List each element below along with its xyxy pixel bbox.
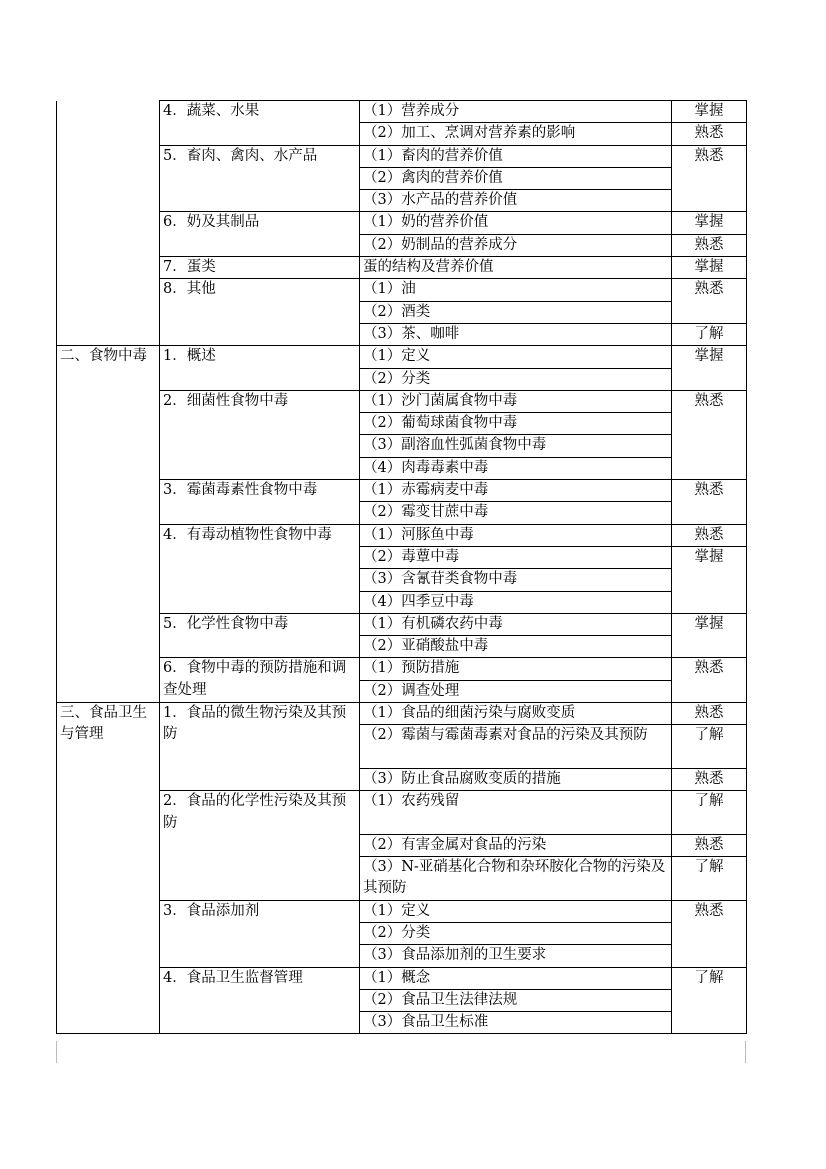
table-row	[57, 524, 747, 546]
item-cell: （4）四季豆中毒	[360, 591, 672, 613]
table-row	[57, 703, 747, 725]
topic-cell: 6．奶及其制品	[160, 212, 360, 257]
table-row	[57, 346, 747, 368]
item-cell: （1）赤霉病麦中毒	[360, 480, 672, 502]
item-cell: （1）河豚鱼中毒	[360, 524, 672, 546]
item-cell: （2）奶制品的营养成分	[360, 234, 672, 256]
item-cell: （1）农药残留	[360, 791, 672, 835]
topic-cell: 2．食品的化学性污染及其预防	[160, 791, 360, 900]
category-cell: 二、食物中毒	[57, 346, 160, 703]
item-cell: （2）分类	[360, 368, 672, 390]
item-cell: （2）禽肉的营养价值	[360, 167, 672, 189]
item-cell: （3）食品添加剂的卫生要求	[360, 945, 672, 967]
table-row	[57, 212, 747, 234]
item-cell: （2）亚硝酸盐中毒	[360, 636, 672, 658]
item-cell: （3）含氰苷类食物中毒	[360, 569, 672, 591]
table-continuation-line	[56, 1041, 57, 1063]
table-row	[57, 145, 747, 167]
topic-cell: 1．概述	[160, 346, 360, 391]
topic-cell: 1．食品的微生物污染及其预防	[160, 703, 360, 791]
level-cell: 了解	[672, 791, 747, 835]
table-continuation-line	[745, 1041, 746, 1063]
item-cell: （3）防止食品腐败变质的措施	[360, 768, 672, 790]
table-row	[57, 791, 747, 835]
level-cell: 熟悉	[672, 234, 747, 256]
topic-cell: 4．蔬菜、水果	[160, 101, 360, 146]
item-cell: （2）分类	[360, 922, 672, 944]
item-cell: （2）加工、烹调对营养素的影响	[360, 123, 672, 145]
level-cell: 了解	[672, 725, 747, 769]
table-row	[57, 257, 747, 279]
topic-cell: 5．畜肉、禽肉、水产品	[160, 145, 360, 212]
item-cell: （1）概念	[360, 967, 672, 989]
level-cell: 了解	[672, 967, 747, 1034]
level-cell: 掌握	[672, 212, 747, 234]
item-cell: （2）葡萄球菌食物中毒	[360, 413, 672, 435]
level-cell: 掌握	[672, 257, 747, 279]
topic-cell: 4．食品卫生监督管理	[160, 967, 360, 1034]
item-cell: （2）有害金属对食品的污染	[360, 834, 672, 856]
level-cell: 熟悉	[672, 390, 747, 479]
table-row	[57, 613, 747, 635]
item-cell: （3）副溶血性弧菌食物中毒	[360, 435, 672, 457]
table-row	[57, 480, 747, 502]
level-cell: 熟悉	[672, 524, 747, 546]
item-cell: （1）定义	[360, 900, 672, 922]
item-cell: （1）沙门菌属食物中毒	[360, 390, 672, 412]
item-cell: （2）食品卫生法律法规	[360, 989, 672, 1011]
syllabus-table	[56, 100, 747, 1034]
level-cell: 熟悉	[672, 900, 747, 967]
item-cell: （3）食品卫生标准	[360, 1012, 672, 1034]
level-cell: 熟悉	[672, 658, 747, 703]
item-cell: （1）定义	[360, 346, 672, 368]
level-cell: 熟悉	[672, 768, 747, 790]
level-cell: 熟悉	[672, 123, 747, 145]
item-cell: （1）食品的细菌污染与腐败变质	[360, 703, 672, 725]
level-cell: 掌握	[672, 101, 747, 123]
item-cell: （3）茶、咖啡	[360, 323, 672, 345]
item-cell: （2）酒类	[360, 301, 672, 323]
level-cell: 掌握	[672, 346, 747, 391]
table-row	[57, 967, 747, 989]
item-cell: （1）畜肉的营养价值	[360, 145, 672, 167]
item-cell: （1）奶的营养价值	[360, 212, 672, 234]
item-cell: 蛋的结构及营养价值	[360, 257, 672, 279]
item-cell: （3）N-亚硝基化合物和杂环胺化合物的污染及其预防	[360, 857, 672, 901]
table-row	[57, 279, 747, 301]
level-cell: 了解	[672, 323, 747, 345]
level-cell: 熟悉	[672, 145, 747, 212]
topic-cell: 3．霉菌毒素性食物中毒	[160, 480, 360, 525]
item-cell: （2）霉变甘蔗中毒	[360, 502, 672, 524]
level-cell: 了解	[672, 857, 747, 901]
level-cell: 熟悉	[672, 703, 747, 725]
item-cell: （1）油	[360, 279, 672, 301]
table-row	[57, 390, 747, 412]
topic-cell: 5．化学性食物中毒	[160, 613, 360, 658]
topic-cell: 3．食品添加剂	[160, 900, 360, 967]
item-cell: （1）营养成分	[360, 101, 672, 123]
item-cell: （4）肉毒毒素中毒	[360, 457, 672, 479]
item-cell: （2）毒蕈中毒	[360, 546, 672, 568]
table-row	[57, 658, 747, 680]
topic-cell: 4．有毒动植物性食物中毒	[160, 524, 360, 613]
topic-cell: 8．其他	[160, 279, 360, 346]
category-cell: 三、食品卫生与管理	[57, 703, 160, 1034]
syllabus-table-body	[57, 101, 747, 1034]
item-cell: （1）预防措施	[360, 658, 672, 680]
level-cell: 熟悉	[672, 279, 747, 324]
category-cell	[57, 101, 160, 346]
level-cell: 熟悉	[672, 480, 747, 525]
item-cell: （2）调查处理	[360, 680, 672, 702]
table-row	[57, 101, 747, 123]
topic-cell: 7．蛋类	[160, 257, 360, 279]
topic-cell: 6．食物中毒的预防措施和调查处理	[160, 658, 360, 703]
table-row	[57, 900, 747, 922]
level-cell: 掌握	[672, 546, 747, 613]
level-cell: 熟悉	[672, 834, 747, 856]
item-cell: （1）有机磷农药中毒	[360, 613, 672, 635]
item-cell: （3）水产品的营养价值	[360, 190, 672, 212]
item-cell: （2）霉菌与霉菌毒素对食品的污染及其预防	[360, 725, 672, 769]
level-cell: 掌握	[672, 613, 747, 658]
topic-cell: 2．细菌性食物中毒	[160, 390, 360, 479]
